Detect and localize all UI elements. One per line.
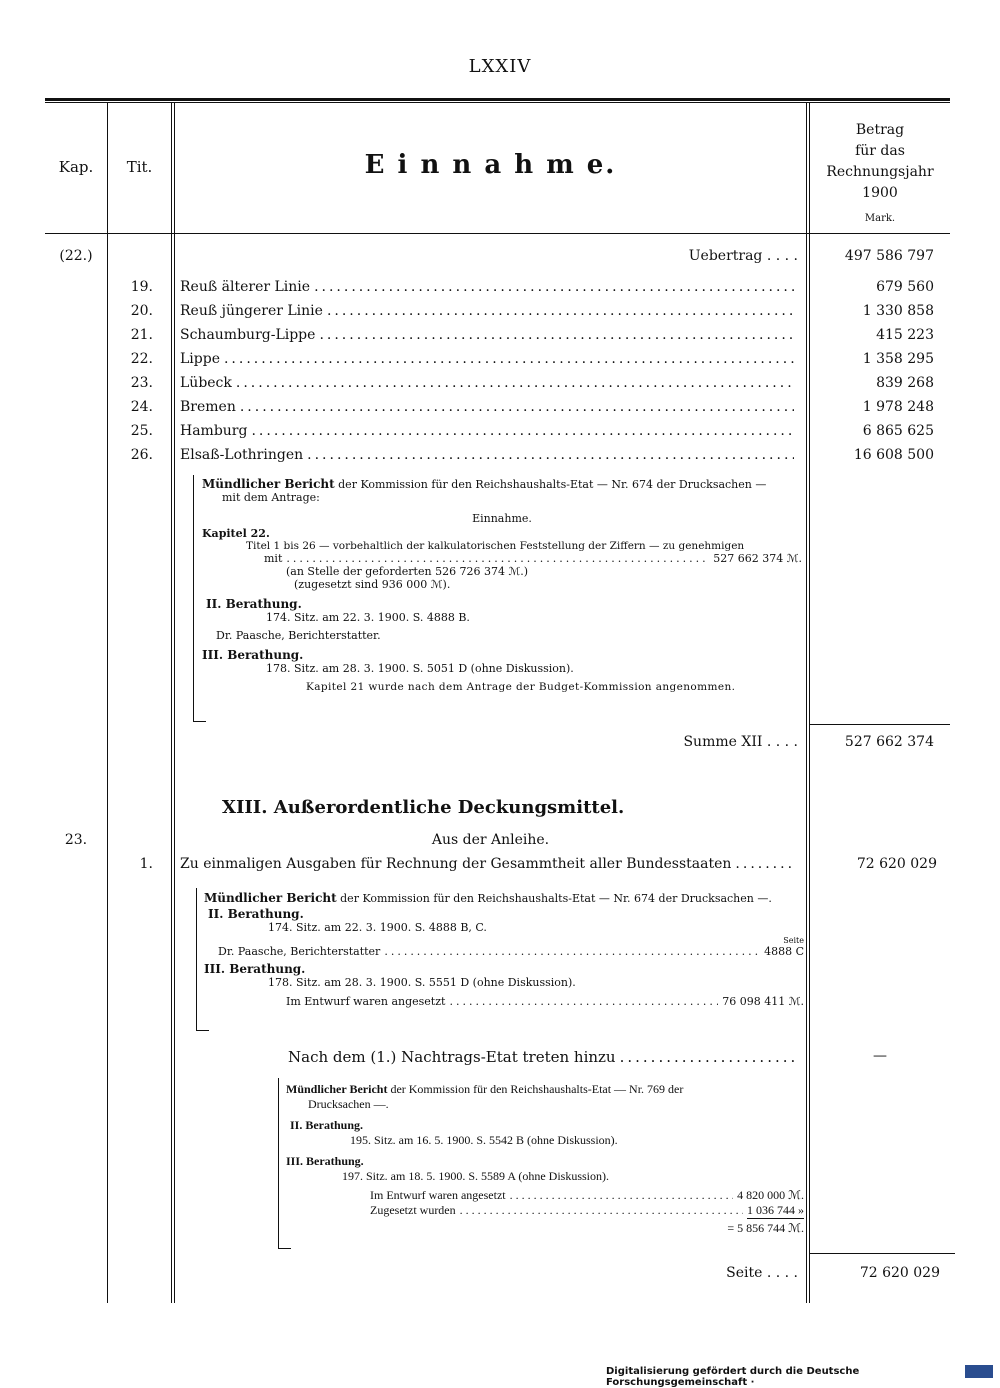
- row-label: [180, 447, 798, 463]
- header-amount-line-1: Betrag: [855, 122, 905, 138]
- note2-b3: III. Berathung.: [204, 962, 306, 976]
- note2-entwurf-text: Im Entwurf waren angesetzt: [286, 995, 446, 1008]
- row-tit: 24.: [130, 399, 153, 415]
- note3-head-bold: Mündlicher Bericht: [286, 1082, 388, 1096]
- tit-text-divider-2: [174, 103, 175, 1303]
- leader-dots: [224, 351, 794, 367]
- row-tit: 23.: [130, 375, 153, 391]
- row-amount: 679 560: [876, 279, 934, 295]
- note3-b3-sitz: 197. Sitz. am 18. 5. 1900. S. 5589 A (ohne Diskussion).: [342, 1169, 610, 1183]
- row-tit: 21.: [130, 327, 153, 343]
- note1: [202, 477, 802, 693]
- header-unit: Mark.: [864, 213, 896, 224]
- row-label: [180, 375, 798, 391]
- note1-result: Kapitel 21 wurde nach dem Antrage der Budget-Kommission angenommen.: [306, 681, 736, 693]
- row-label-text: Bremen: [180, 399, 236, 415]
- note1-kapitel: Kapitel 22.: [202, 527, 270, 540]
- row-label-text: Schaumburg-Lippe: [180, 327, 316, 343]
- leader-dots: [286, 552, 709, 565]
- note1-stelle: (an Stelle der geforderten 526 726 374 ℳ.): [286, 565, 529, 578]
- note1-einnahme: Einnahme.: [472, 512, 532, 525]
- carry-kap: (22.): [59, 248, 93, 264]
- row-tit: 19.: [130, 279, 153, 295]
- note1-b2-dr: Dr. Paasche, Berichterstatter.: [216, 629, 381, 642]
- text-amount-divider-2: [809, 103, 810, 1303]
- row-amount: 1 978 248: [862, 399, 934, 415]
- header-amount-line-2: für das: [855, 143, 905, 159]
- note1-titel-amount: 527 662 374 ℳ.: [713, 552, 802, 565]
- leader-dots: [307, 447, 794, 463]
- leader-dots: [314, 279, 794, 295]
- note3-b2: II. Berathung.: [290, 1118, 364, 1132]
- note1-titel-line2: [264, 552, 802, 565]
- summe-rule: [810, 724, 950, 725]
- top-rule-thin: [45, 102, 950, 103]
- note3-head-rest: der Kommission für den Reichshaushalts-Etat — Nr. 769 der: [390, 1082, 684, 1096]
- row-label-text: Reuß älterer Linie: [180, 279, 311, 295]
- note3-zugesetzt-value: 1 036 744 »: [747, 1203, 804, 1217]
- leader-dots: [327, 303, 794, 319]
- row-amount: 1 330 858: [862, 303, 934, 319]
- header-tit: Tit.: [126, 158, 153, 176]
- note3-entwurf: [370, 1188, 804, 1203]
- row-amount: 1 358 295: [862, 351, 934, 367]
- seite-label-text: Seite: [726, 1265, 763, 1281]
- leader-dots: [449, 995, 718, 1008]
- leader-dots: [510, 1188, 734, 1203]
- note1-head: [202, 477, 802, 491]
- note2-entwurf: [286, 995, 804, 1008]
- note2-dr: [218, 945, 804, 958]
- note3-zugesetzt: [370, 1203, 804, 1219]
- section-kap: 23.: [64, 832, 88, 848]
- seite-amount: 72 620 029: [859, 1265, 940, 1281]
- note3-head-2: Drucksachen —.: [308, 1097, 389, 1111]
- note2-dr-value: 4888 C: [764, 945, 804, 958]
- note3-b2-sitz: 195. Sitz. am 16. 5. 1900. S. 5542 B (ohne Diskussion).: [350, 1133, 618, 1147]
- header-amount-line-3: Rechnungsjahr: [826, 164, 934, 180]
- note3-total: = 5 856 744 ℳ.: [727, 1221, 804, 1235]
- note2-entwurf-value: 76 098 411 ℳ.: [722, 995, 804, 1008]
- note3: [286, 1082, 804, 1236]
- note3-entwurf-value: 4 820 000 ℳ.: [737, 1188, 804, 1202]
- summe-label-text: Summe XII: [683, 734, 763, 750]
- note1-head-2: mit dem Antrage:: [222, 491, 320, 504]
- row-label: [180, 423, 798, 439]
- carry-label-text: Uebertrag: [688, 248, 763, 264]
- row-amount: 16 608 500: [853, 447, 934, 463]
- note2-head-bold: Mündlicher Bericht: [204, 891, 337, 905]
- row-amount: 415 223: [876, 327, 934, 343]
- row-label-text: Hamburg: [180, 423, 248, 439]
- row-tit: 20.: [130, 303, 153, 319]
- row-tit: 22.: [130, 351, 153, 367]
- note2-head-rest: der Kommission für den Reichshaushalts-Etat — Nr. 674 der Drucksachen —.: [340, 892, 772, 905]
- note2-dr-text: Dr. Paasche, Berichterstatter: [218, 945, 381, 958]
- seite-label: Seite . . . .: [726, 1265, 798, 1281]
- row-label: [180, 327, 798, 343]
- nachtrag-label-text: Nach dem (1.) Nachtrags-Etat treten hinzu: [288, 1048, 616, 1066]
- row-label: [180, 279, 798, 295]
- note1-head-bold: Mündlicher Bericht: [202, 477, 335, 491]
- leader-dots: [735, 856, 794, 872]
- carry-amount: 497 586 797: [844, 248, 934, 264]
- leader-dots: [620, 1048, 796, 1066]
- note2-b2-sitz: 174. Sitz. am 22. 3. 1900. S. 4888 B, C.: [268, 921, 487, 934]
- note2-head: [204, 891, 804, 905]
- seite-rule: [810, 1253, 955, 1254]
- note2-seite-small: Seite: [783, 936, 804, 945]
- row-label: [180, 399, 798, 415]
- note3-head: [286, 1082, 804, 1097]
- note1-zugesetzt: (zugesetzt sind 936 000 ℳ).: [294, 578, 451, 591]
- note2: [204, 891, 804, 1008]
- note3-zugesetzt-text: Zugesetzt wurden: [370, 1203, 456, 1217]
- section-amount: 72 620 029: [856, 856, 937, 872]
- carry-label: Uebertrag . . . .: [688, 248, 798, 264]
- header-amount: [810, 120, 950, 229]
- nachtrag-amount: —: [873, 1048, 887, 1064]
- note1-b3: III. Berathung.: [202, 648, 304, 662]
- note1-titel-mit: mit: [264, 552, 283, 565]
- row-tit: 25.: [130, 423, 153, 439]
- note2-b3-sitz: 178. Sitz. am 28. 3. 1900. S. 5551 D (ohne Diskussion).: [268, 976, 576, 989]
- section-label-text: Zu einmaligen Ausgaben für Rechnung der Gesammtheit aller Bundesstaaten: [180, 856, 732, 872]
- leader-dots: [251, 423, 794, 439]
- row-label-text: Elsaß-Lothringen: [180, 447, 304, 463]
- section-tit: 1.: [139, 856, 153, 872]
- section-sub: Aus der Anleihe.: [431, 832, 550, 848]
- note3-b3: III. Berathung.: [286, 1154, 364, 1168]
- note1-b2-sitz: 174. Sitz. am 22. 3. 1900. S. 4888 B.: [266, 611, 470, 624]
- row-label-text: Lippe: [180, 351, 220, 367]
- text-amount-divider: [806, 103, 807, 1303]
- note3-entwurf-text: Im Entwurf waren angesetzt: [370, 1188, 506, 1202]
- row-amount: 6 865 625: [862, 423, 934, 439]
- section-label: [180, 856, 798, 872]
- top-rule: [45, 98, 950, 101]
- dfg-logo: [965, 1365, 993, 1378]
- row-label: [180, 303, 798, 319]
- note1-b3-sitz: 178. Sitz. am 28. 3. 1900. S. 5051 D (ohne Diskussion).: [266, 662, 574, 675]
- section-title: XIII. Außerordentliche Deckungsmittel.: [222, 797, 625, 818]
- row-amount: 839 268: [876, 375, 934, 391]
- header-amount-line-4: 1900: [862, 185, 898, 201]
- row-label: [180, 351, 798, 367]
- summe-amount: 527 662 374: [844, 734, 934, 750]
- note1-titel-line1: Titel 1 bis 26 — vorbehaltlich der kalkulatorischen Feststellung der Ziffern — zu genehmigen: [246, 540, 745, 552]
- page-number: LXXIV: [468, 56, 532, 77]
- leader-dots: [460, 1203, 743, 1218]
- row-label-text: Reuß jüngerer Linie: [180, 303, 323, 319]
- header-title: E i n n a h m e.: [364, 150, 617, 180]
- leader-dots: [319, 327, 794, 343]
- header-kap: Kap.: [58, 158, 94, 176]
- summe-label: Summe XII . . . .: [683, 734, 798, 750]
- note2-b2: II. Berathung.: [208, 907, 304, 921]
- leader-dots: [236, 375, 794, 391]
- tit-text-divider: [171, 103, 172, 1303]
- footer-text: Digitalisierung gefördert durch die Deutsche Forschungsgemeinschaft ·: [606, 1366, 860, 1388]
- note1-b2: II. Berathung.: [206, 597, 302, 611]
- note1-head-rest: der Kommission für den Reichshaushalts-Etat — Nr. 674 der Drucksachen —: [338, 478, 767, 491]
- row-label-text: Lübeck: [180, 375, 232, 391]
- leader-dots: [240, 399, 794, 415]
- leader-dots: [384, 945, 760, 958]
- header-rule: [45, 233, 950, 234]
- row-tit: 26.: [130, 447, 153, 463]
- nachtrag-label: [288, 1048, 800, 1066]
